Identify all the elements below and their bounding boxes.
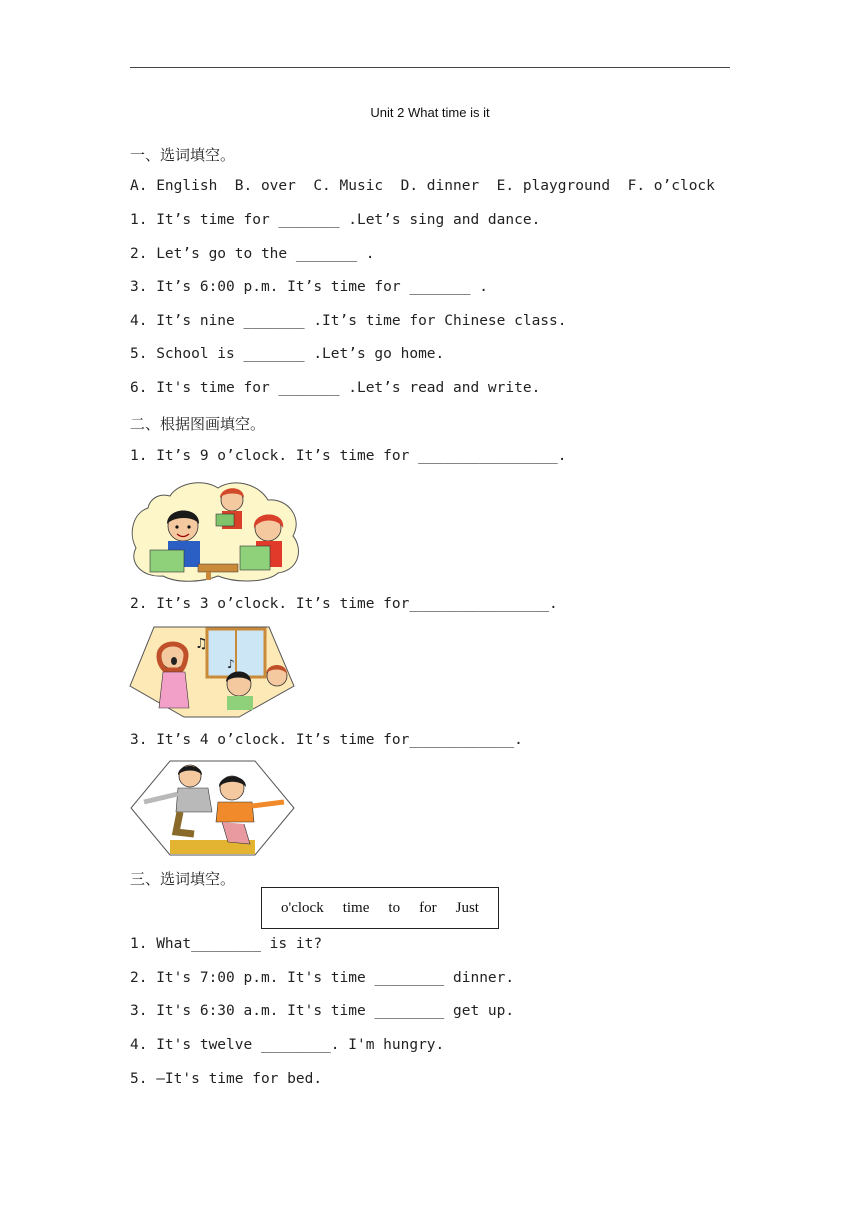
question-line: 2. It's 7:00 p.m. It's time ________ dinner.: [130, 970, 515, 986]
pe-class-illustration: [130, 760, 295, 856]
word-bank-item: to: [388, 899, 401, 916]
question-line: 1. What________ is it?: [130, 936, 323, 952]
section2-heading: 二、根据图画填空。: [130, 415, 266, 433]
word-bank-item: for: [419, 899, 437, 916]
word-bank: [261, 887, 499, 929]
section3-heading: 三、选词填空。: [130, 870, 236, 888]
word-bank-item: time: [342, 899, 370, 916]
svg-text:♪: ♪: [227, 657, 235, 671]
question-line: 3. It's 6:30 a.m. It's time ________ get up.: [130, 1003, 515, 1019]
question-line: 2. It’s 3 o’clock. It’s time for________________.: [130, 596, 558, 612]
question-line: 3. It’s 4 o’clock. It’s time for____________.: [130, 732, 523, 748]
question-line: 5. —It's time for bed.: [130, 1071, 323, 1087]
header-rule: [130, 67, 730, 68]
svg-text:♫: ♫: [195, 636, 208, 652]
word-bank-item: Just: [455, 899, 479, 916]
question-line: 4. It’s nine _______ .It’s time for Chinese class.: [130, 313, 567, 329]
reading-class-illustration: [128, 478, 303, 584]
question-line: 3. It’s 6:00 p.m. It’s time for _______ .: [130, 279, 488, 295]
section1-heading: 一、选词填空。: [130, 146, 236, 164]
question-line: 6. It's time for _______ .Let’s read and write.: [130, 380, 541, 396]
section1-options: A. English B. over C. Music D. dinner E. playground F. o’clock: [130, 178, 715, 194]
question-line: 1. It’s 9 o’clock. It’s time for ________________.: [130, 448, 567, 464]
word-bank-item: o'clock: [281, 899, 324, 916]
question-line: 4. It's twelve ________. I'm hungry.: [130, 1037, 445, 1053]
page-title: Unit 2 What time is it: [370, 105, 490, 120]
question-line: 5. School is _______ .Let’s go home.: [130, 346, 445, 362]
question-line: 1. It’s time for _______ .Let’s sing and dance.: [130, 212, 541, 228]
music-class-illustration: [129, 626, 295, 718]
question-line: 2. Let’s go to the _______ .: [130, 246, 375, 262]
